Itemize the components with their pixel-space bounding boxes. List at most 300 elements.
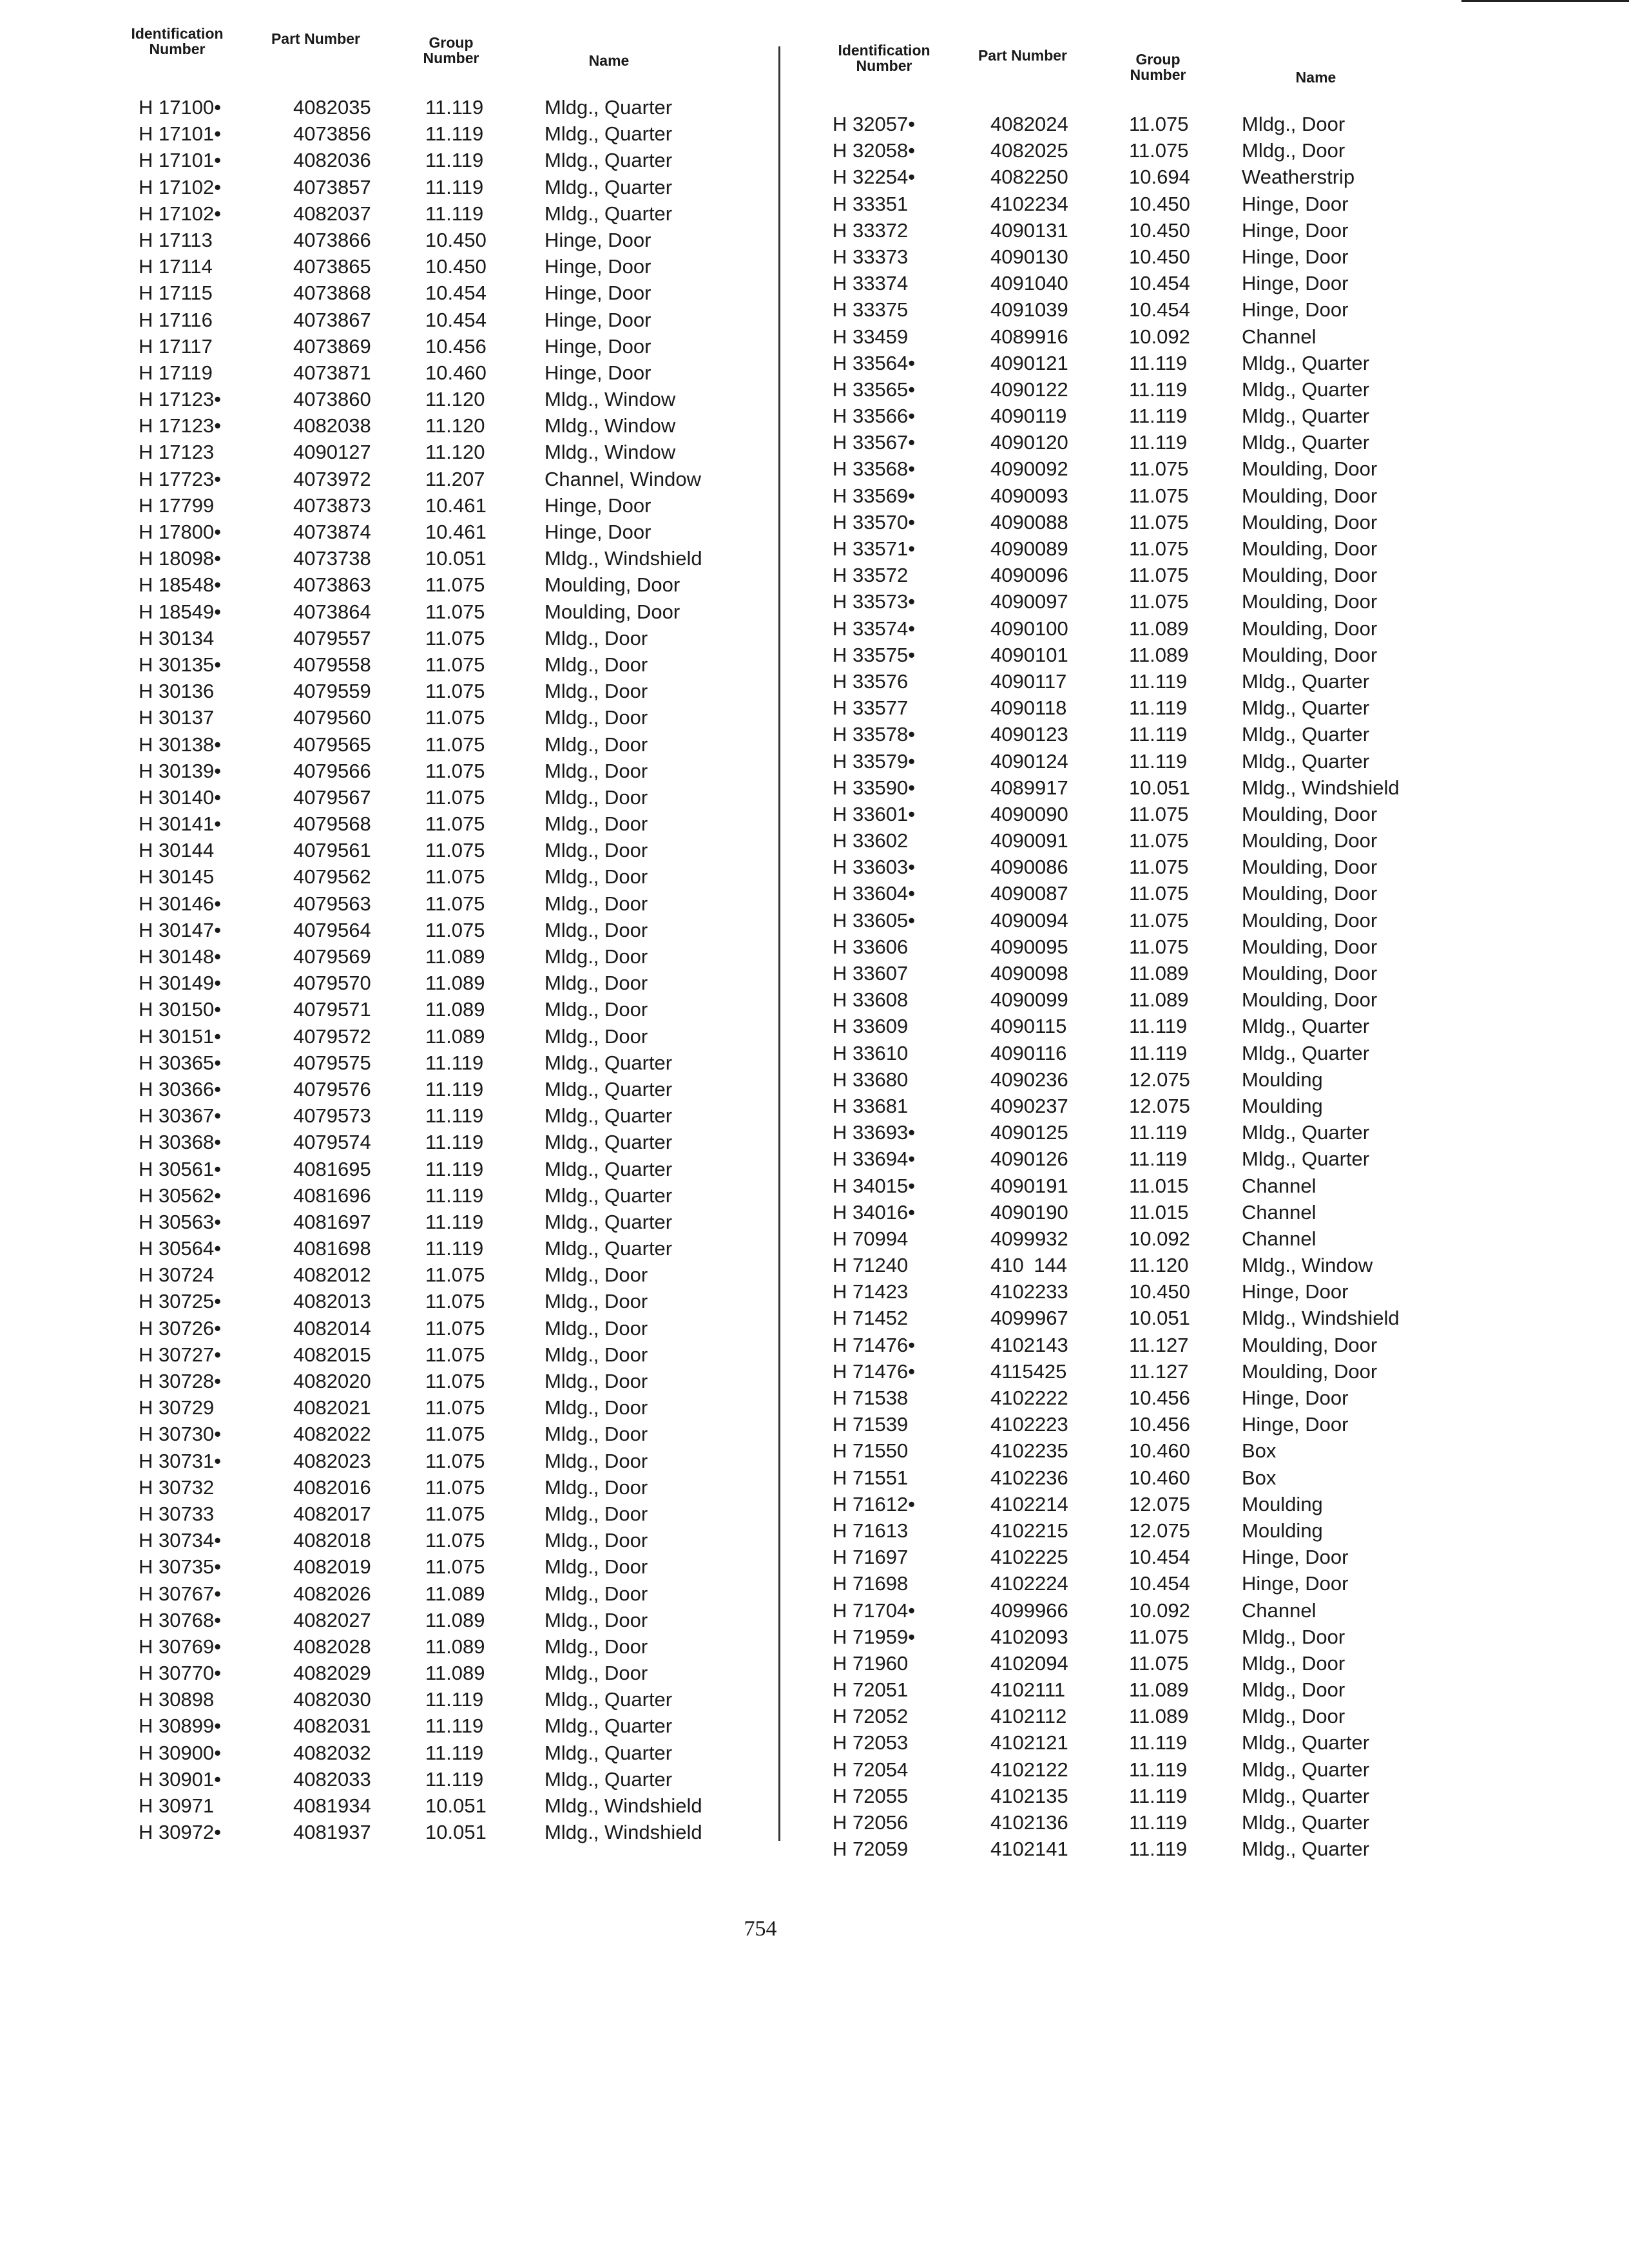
name-cell: Moulding bbox=[1242, 1492, 1323, 1515]
name-cell: Hinge, Door bbox=[545, 228, 651, 251]
identification-number-cell: H 30564• bbox=[139, 1237, 222, 1260]
part-number-cell: 4082022 bbox=[293, 1423, 371, 1446]
name-cell: Mldg., Quarter bbox=[1242, 723, 1370, 746]
table-row bbox=[106, 466, 738, 492]
identification-number-cell: H 17116 bbox=[139, 308, 213, 331]
part-number-cell: 4082029 bbox=[293, 1662, 371, 1685]
group-number-cell: 11.119 bbox=[425, 1157, 484, 1180]
table-row bbox=[106, 837, 738, 863]
table-row bbox=[813, 1119, 1458, 1146]
part-number-cell: 4102236 bbox=[990, 1466, 1068, 1489]
name-cell: Mldg., Door bbox=[545, 918, 648, 941]
part-number-cell: 4079569 bbox=[293, 945, 371, 968]
name-cell: Mldg., Door bbox=[545, 733, 648, 756]
name-cell: Hinge, Door bbox=[1242, 298, 1349, 322]
group-number-cell: 11.119 bbox=[1129, 749, 1188, 773]
name-cell: Mldg., Door bbox=[545, 1370, 648, 1392]
table-row bbox=[813, 668, 1458, 695]
name-cell: Box bbox=[1242, 1466, 1277, 1489]
group-number-cell: 10.051 bbox=[1129, 776, 1190, 799]
identification-number-cell: H 17101• bbox=[139, 122, 222, 146]
table-row bbox=[106, 863, 738, 890]
identification-number-cell: H 33564• bbox=[833, 351, 916, 374]
identification-number-cell: H 71539 bbox=[833, 1413, 909, 1436]
group-number-cell: 11.075 bbox=[1129, 908, 1189, 932]
name-cell: Moulding, Door bbox=[1242, 856, 1378, 879]
group-number-cell: 11.089 bbox=[1129, 643, 1189, 666]
name-cell: Moulding, Door bbox=[1242, 564, 1378, 587]
name-cell: Mldg., Quarter bbox=[1242, 378, 1370, 401]
identification-number-cell: H 30732 bbox=[139, 1475, 215, 1499]
table-row bbox=[813, 217, 1458, 244]
identification-number-cell: H 33569• bbox=[833, 484, 916, 507]
group-number-cell: 11.075 bbox=[425, 1264, 485, 1287]
part-number-cell: 4082017 bbox=[293, 1502, 371, 1525]
identification-number-cell: H 71240 bbox=[833, 1254, 909, 1277]
identification-number-cell: H 33602 bbox=[833, 829, 909, 852]
part-number-cell: 4082036 bbox=[293, 149, 371, 172]
part-number-cell: 4073869 bbox=[293, 334, 371, 358]
part-number-cell: 4090121 bbox=[990, 351, 1068, 374]
identification-number-cell: H 72052 bbox=[833, 1705, 909, 1728]
part-number-cell: 4102141 bbox=[990, 1838, 1068, 1861]
part-number-cell: 4079570 bbox=[293, 972, 371, 995]
name-cell: Mldg., Door bbox=[545, 785, 648, 809]
identification-number-cell: H 17799 bbox=[139, 494, 215, 517]
group-number-cell: 10.456 bbox=[1129, 1387, 1190, 1409]
identification-number-cell: H 33579• bbox=[833, 749, 916, 773]
header-group-number: Group Number bbox=[1130, 51, 1186, 83]
table-row bbox=[106, 1368, 738, 1394]
group-number-cell: 11.119 bbox=[425, 1237, 484, 1260]
identification-number-cell: H 33567• bbox=[833, 431, 916, 454]
table-row bbox=[106, 625, 738, 651]
right-column bbox=[813, 40, 1458, 1862]
part-number-cell: 4073972 bbox=[293, 467, 371, 490]
group-number-cell: 11.075 bbox=[425, 573, 485, 597]
table-row bbox=[813, 1225, 1458, 1252]
group-number-cell: 11.089 bbox=[1129, 988, 1189, 1012]
identification-number-cell: H 33573• bbox=[833, 590, 916, 613]
name-cell: Mldg., Door bbox=[545, 972, 648, 995]
name-cell: Moulding, Door bbox=[1242, 484, 1378, 507]
name-cell: Mldg., Door bbox=[545, 626, 648, 649]
identification-number-cell: H 30563• bbox=[139, 1210, 222, 1233]
group-number-cell: 11.119 bbox=[1129, 1148, 1188, 1171]
name-cell: Moulding, Door bbox=[1242, 882, 1378, 905]
table-row bbox=[813, 535, 1458, 562]
name-cell: Mldg., Quarter bbox=[545, 1184, 673, 1207]
name-cell: Mldg., Windshield bbox=[545, 1794, 702, 1817]
part-number-cell: 4082025 bbox=[990, 139, 1068, 162]
name-cell: Mldg., Door bbox=[545, 1024, 648, 1048]
name-cell: Mldg., Quarter bbox=[1242, 431, 1370, 454]
part-number-cell: 4090125 bbox=[990, 1121, 1068, 1144]
page-number: 754 bbox=[744, 1917, 777, 1941]
identification-number-cell: H 30150• bbox=[139, 998, 222, 1021]
group-number-cell: 10.092 bbox=[1129, 1599, 1190, 1622]
identification-number-cell: H 72059 bbox=[833, 1838, 909, 1861]
group-number-cell: 10.460 bbox=[1129, 1466, 1190, 1489]
name-cell: Mldg., Door bbox=[545, 1343, 648, 1366]
group-number-cell: 11.075 bbox=[1129, 856, 1189, 879]
group-number-cell: 11.119 bbox=[1129, 351, 1188, 374]
table-row bbox=[813, 1252, 1458, 1278]
group-number-cell: 10.461 bbox=[425, 494, 487, 517]
table-row bbox=[106, 1686, 738, 1713]
name-cell: Mldg., Door bbox=[1242, 1705, 1345, 1728]
group-number-cell: 10.051 bbox=[425, 1821, 487, 1844]
identification-number-cell: H 33693• bbox=[833, 1121, 916, 1144]
name-cell: Channel bbox=[1242, 1599, 1316, 1622]
table-row bbox=[813, 456, 1458, 482]
part-number-cell: 4090119 bbox=[990, 405, 1067, 428]
group-number-cell: 11.089 bbox=[425, 1608, 485, 1631]
identification-number-cell: H 33610 bbox=[833, 1041, 909, 1064]
group-number-cell: 10.450 bbox=[1129, 1280, 1190, 1303]
identification-number-cell: H 33605• bbox=[833, 908, 916, 932]
name-cell: Hinge, Door bbox=[1242, 218, 1349, 242]
name-cell: Hinge, Door bbox=[1242, 1546, 1349, 1569]
table-row bbox=[106, 280, 738, 306]
table-row bbox=[106, 1633, 738, 1660]
part-number-cell: 4090095 bbox=[990, 935, 1068, 958]
name-cell: Mldg., Door bbox=[1242, 139, 1345, 162]
name-cell: Moulding, Door bbox=[1242, 962, 1378, 985]
part-number-cell: 4079564 bbox=[293, 918, 371, 941]
name-cell: Hinge, Door bbox=[1242, 1280, 1349, 1303]
group-number-cell: 11.089 bbox=[1129, 617, 1189, 640]
identification-number-cell: H 71550 bbox=[833, 1439, 909, 1463]
part-number-cell: 4073871 bbox=[293, 361, 371, 384]
name-cell: Mldg., Door bbox=[545, 1555, 648, 1579]
part-number-cell: 4102121 bbox=[990, 1731, 1068, 1754]
table-row bbox=[106, 386, 738, 412]
group-number-cell: 10.454 bbox=[1129, 1572, 1190, 1595]
identification-number-cell: H 17723• bbox=[139, 467, 222, 490]
part-number-cell: 4090093 bbox=[990, 484, 1068, 507]
identification-number-cell: H 17119 bbox=[139, 361, 213, 384]
name-cell: Mldg., Quarter bbox=[1242, 405, 1370, 428]
table-row bbox=[813, 934, 1458, 960]
name-cell: Mldg., Quarter bbox=[1242, 1811, 1370, 1834]
table-row bbox=[106, 94, 738, 120]
part-number-cell: 4073874 bbox=[293, 521, 371, 543]
identification-number-cell: H 30728• bbox=[139, 1370, 222, 1392]
name-cell: Mldg., Quarter bbox=[545, 1741, 673, 1764]
group-number-cell: 11.119 bbox=[425, 1767, 484, 1791]
identification-number-cell: H 30138• bbox=[139, 733, 222, 756]
table-row bbox=[106, 200, 738, 227]
name-cell: Mldg., Door bbox=[545, 1264, 648, 1287]
table-row bbox=[106, 758, 738, 784]
table-row bbox=[106, 1581, 738, 1607]
part-number-cell: 4082019 bbox=[293, 1555, 371, 1579]
group-number-cell: 11.119 bbox=[1129, 1731, 1188, 1754]
part-number-cell: 4081934 bbox=[293, 1794, 371, 1817]
group-number-cell: 11.127 bbox=[1129, 1333, 1189, 1356]
part-number-cell: 4090130 bbox=[990, 245, 1068, 268]
table-row bbox=[106, 253, 738, 280]
part-number-cell: 4090122 bbox=[990, 378, 1068, 401]
group-number-cell: 10.454 bbox=[1129, 298, 1190, 322]
identification-number-cell: H 30149• bbox=[139, 972, 222, 995]
name-cell: Mldg., Door bbox=[545, 653, 648, 676]
identification-number-cell: H 30140• bbox=[139, 785, 222, 809]
identification-number-cell: H 30368• bbox=[139, 1131, 222, 1154]
part-number-cell: 4082037 bbox=[293, 202, 371, 225]
part-number-cell: 4115425 bbox=[990, 1360, 1067, 1383]
part-number-cell: 4082015 bbox=[293, 1343, 371, 1366]
table-row bbox=[106, 174, 738, 200]
table-row bbox=[813, 137, 1458, 164]
part-number-cell: 4089917 bbox=[990, 776, 1068, 799]
identification-number-cell: H 30898 bbox=[139, 1688, 215, 1711]
group-number-cell: 10.051 bbox=[425, 1794, 487, 1817]
identification-number-cell: H 33571• bbox=[833, 537, 916, 560]
identification-number-cell: H 34016• bbox=[833, 1200, 916, 1224]
right-header-row bbox=[813, 40, 1458, 111]
group-number-cell: 11.119 bbox=[425, 1077, 484, 1100]
identification-number-cell: H 71959• bbox=[833, 1625, 916, 1648]
name-cell: Moulding bbox=[1242, 1094, 1323, 1117]
name-cell: Hinge, Door bbox=[1242, 1413, 1349, 1436]
name-cell: Moulding, Door bbox=[1242, 988, 1378, 1012]
part-number-cell: 4079573 bbox=[293, 1104, 371, 1128]
group-number-cell: 11.075 bbox=[425, 1343, 485, 1366]
name-cell: Mldg., Quarter bbox=[1242, 1731, 1370, 1754]
part-number-cell: 4090092 bbox=[990, 457, 1068, 481]
name-cell: Mldg., Door bbox=[1242, 1651, 1345, 1675]
identification-number-cell: H 30769• bbox=[139, 1635, 222, 1658]
part-number-cell: 4082031 bbox=[293, 1715, 371, 1738]
group-number-cell: 11.075 bbox=[425, 865, 485, 889]
group-number-cell: 11.119 bbox=[1129, 405, 1188, 428]
group-number-cell: 11.119 bbox=[425, 96, 484, 119]
table-row bbox=[106, 1394, 738, 1421]
group-number-cell: 11.075 bbox=[425, 1370, 485, 1392]
name-cell: Mldg., Quarter bbox=[1242, 1148, 1370, 1171]
identification-number-cell: H 30145 bbox=[139, 865, 215, 889]
table-row bbox=[813, 296, 1458, 323]
part-number-cell: 4090124 bbox=[990, 749, 1068, 773]
name-cell: Mldg., Quarter bbox=[1242, 1121, 1370, 1144]
part-number-cell: 4102234 bbox=[990, 192, 1068, 215]
table-row bbox=[106, 651, 738, 678]
identification-number-cell: H 30144 bbox=[139, 839, 215, 862]
name-cell: Mldg., Window bbox=[1242, 1254, 1373, 1277]
name-cell: Mldg., Door bbox=[545, 1449, 648, 1472]
identification-number-cell: H 30135• bbox=[139, 653, 222, 676]
identification-number-cell: H 30768• bbox=[139, 1608, 222, 1631]
name-cell: Mldg., Door bbox=[545, 1502, 648, 1525]
name-cell: Moulding bbox=[1242, 1068, 1323, 1091]
name-cell: Mldg., Windshield bbox=[1242, 776, 1400, 799]
table-row bbox=[106, 704, 738, 731]
part-number-cell: 4102215 bbox=[990, 1519, 1068, 1542]
name-cell: Hinge, Door bbox=[1242, 245, 1349, 268]
part-number-cell: 4102214 bbox=[990, 1492, 1068, 1515]
group-number-cell: 11.089 bbox=[425, 1582, 485, 1605]
part-number-cell: 4102233 bbox=[990, 1280, 1068, 1303]
part-number-cell: 4090087 bbox=[990, 882, 1068, 905]
part-number-cell: 4091040 bbox=[990, 272, 1068, 295]
group-number-cell: 11.075 bbox=[425, 1475, 485, 1499]
group-number-cell: 10.460 bbox=[425, 361, 487, 384]
table-row bbox=[813, 748, 1458, 774]
group-number-cell: 11.075 bbox=[425, 759, 485, 782]
name-cell: Mldg., Quarter bbox=[545, 1688, 673, 1711]
identification-number-cell: H 33609 bbox=[833, 1015, 909, 1038]
table-row bbox=[813, 1491, 1458, 1517]
group-number-cell: 11.119 bbox=[1129, 1758, 1188, 1781]
table-row bbox=[106, 1421, 738, 1447]
group-number-cell: 10.450 bbox=[1129, 218, 1190, 242]
table-row bbox=[106, 1076, 738, 1102]
group-number-cell: 11.075 bbox=[425, 1449, 485, 1472]
table-row bbox=[813, 588, 1458, 615]
table-row bbox=[813, 1517, 1458, 1544]
identification-number-cell: H 33566• bbox=[833, 405, 916, 428]
identification-number-cell: H 33603• bbox=[833, 856, 916, 879]
group-number-cell: 11.119 bbox=[425, 1131, 484, 1154]
identification-number-cell: H 71960 bbox=[833, 1651, 909, 1675]
part-number-cell: 4073865 bbox=[293, 255, 371, 278]
group-number-cell: 11.075 bbox=[1129, 1625, 1189, 1648]
header-identification-number: Identification Number bbox=[131, 25, 224, 57]
group-number-cell: 11.207 bbox=[425, 467, 485, 490]
identification-number-cell: H 32057• bbox=[833, 113, 916, 135]
identification-number-cell: H 30725• bbox=[139, 1290, 222, 1313]
name-cell: Mldg., Door bbox=[545, 1635, 648, 1658]
right-table-body bbox=[813, 111, 1458, 1862]
table-row bbox=[813, 429, 1458, 456]
identification-number-cell: H 30148• bbox=[139, 945, 222, 968]
group-number-cell: 11.089 bbox=[425, 1662, 485, 1685]
group-number-cell: 11.119 bbox=[425, 202, 484, 225]
part-number-cell: 4102222 bbox=[990, 1387, 1068, 1409]
group-number-cell: 11.119 bbox=[425, 1741, 484, 1764]
identification-number-cell: H 32254• bbox=[833, 166, 916, 189]
name-cell: Mldg., Quarter bbox=[1242, 697, 1370, 720]
table-row bbox=[813, 1570, 1458, 1597]
identification-number-cell: H 33576 bbox=[833, 669, 909, 693]
name-cell: Mldg., Quarter bbox=[545, 175, 673, 198]
part-number-cell: 4090091 bbox=[990, 829, 1068, 852]
table-row bbox=[813, 483, 1458, 509]
identification-number-cell: H 30724 bbox=[139, 1264, 215, 1287]
name-cell: Moulding, Door bbox=[1242, 457, 1378, 481]
identification-number-cell: H 71551 bbox=[833, 1466, 909, 1489]
group-number-cell: 11.075 bbox=[425, 918, 485, 941]
name-cell: Mldg., Door bbox=[545, 1396, 648, 1419]
identification-number-cell: H 33565• bbox=[833, 378, 916, 401]
identification-number-cell: H 30733 bbox=[139, 1502, 215, 1525]
identification-number-cell: H 33680 bbox=[833, 1068, 909, 1091]
part-number-cell: 4082027 bbox=[293, 1608, 371, 1631]
group-number-cell: 11.119 bbox=[1129, 1015, 1188, 1038]
table-row bbox=[106, 1792, 738, 1819]
part-number-cell: 4090123 bbox=[990, 723, 1068, 746]
name-cell: Mldg., Quarter bbox=[545, 96, 673, 119]
group-number-cell: 11.075 bbox=[425, 785, 485, 809]
identification-number-cell: H 33375 bbox=[833, 298, 909, 322]
group-number-cell: 10.456 bbox=[425, 334, 487, 358]
identification-number-cell: H 30727• bbox=[139, 1343, 222, 1366]
name-cell: Hinge, Door bbox=[1242, 1572, 1349, 1595]
group-number-cell: 11.119 bbox=[1129, 431, 1188, 454]
name-cell: Mldg., Door bbox=[545, 680, 648, 703]
identification-number-cell: H 30900• bbox=[139, 1741, 222, 1764]
name-cell: Mldg., Door bbox=[545, 892, 648, 915]
part-number-cell: 4073866 bbox=[293, 228, 371, 251]
name-cell: Mldg., Windshield bbox=[545, 547, 702, 570]
name-cell: Hinge, Door bbox=[545, 255, 651, 278]
name-cell: Mldg., Quarter bbox=[545, 1157, 673, 1180]
group-number-cell: 10.450 bbox=[425, 228, 487, 251]
part-number-cell: 4090191 bbox=[990, 1174, 1068, 1197]
identification-number-cell: H 33577 bbox=[833, 697, 909, 720]
part-number-cell: 4090131 bbox=[990, 218, 1068, 242]
part-number-cell: 4090126 bbox=[990, 1148, 1068, 1171]
identification-number-cell: H 30561• bbox=[139, 1157, 222, 1180]
table-row bbox=[106, 1288, 738, 1314]
group-number-cell: 11.075 bbox=[425, 706, 485, 729]
table-row bbox=[813, 1358, 1458, 1385]
table-row bbox=[813, 1385, 1458, 1411]
group-number-cell: 10.450 bbox=[1129, 245, 1190, 268]
part-number-cell: 4073857 bbox=[293, 175, 371, 198]
identification-number-cell: H 18549• bbox=[139, 600, 222, 623]
name-cell: Mldg., Quarter bbox=[545, 1237, 673, 1260]
name-cell: Mldg., Quarter bbox=[545, 1767, 673, 1791]
table-row bbox=[813, 270, 1458, 296]
identification-number-cell: H 33607 bbox=[833, 962, 909, 985]
name-cell: Mldg., Quarter bbox=[1242, 749, 1370, 773]
part-number-cell: 4090190 bbox=[990, 1200, 1068, 1224]
identification-number-cell: H 33351 bbox=[833, 192, 909, 215]
part-number-cell: 4099932 bbox=[990, 1227, 1068, 1250]
table-row bbox=[813, 1040, 1458, 1066]
group-number-cell: 11.119 bbox=[1129, 378, 1188, 401]
table-row bbox=[813, 1677, 1458, 1703]
identification-number-cell: H 30562• bbox=[139, 1184, 222, 1207]
part-number-cell: 4090099 bbox=[990, 988, 1068, 1012]
name-cell: Mldg., Door bbox=[1242, 1678, 1345, 1702]
group-number-cell: 11.075 bbox=[1129, 113, 1189, 135]
identification-number-cell: H 71613 bbox=[833, 1519, 909, 1542]
header-name: Name bbox=[1295, 69, 1336, 86]
group-number-cell: 10.051 bbox=[425, 547, 487, 570]
table-row bbox=[106, 120, 738, 147]
name-cell: Mldg., Door bbox=[1242, 1625, 1345, 1648]
group-number-cell: 11.075 bbox=[1129, 802, 1189, 825]
part-number-cell: 4073867 bbox=[293, 308, 371, 331]
identification-number-cell: H 70994 bbox=[833, 1227, 909, 1250]
table-row bbox=[106, 1209, 738, 1235]
group-number-cell: 11.119 bbox=[425, 1184, 484, 1207]
identification-number-cell: H 33574• bbox=[833, 617, 916, 640]
name-cell: Mldg., Quarter bbox=[545, 1210, 673, 1233]
name-cell: Channel bbox=[1242, 1174, 1316, 1197]
group-number-cell: 11.120 bbox=[425, 388, 485, 411]
name-cell: Mldg., Quarter bbox=[1242, 1041, 1370, 1064]
table-row bbox=[813, 1836, 1458, 1862]
identification-number-cell: H 71476• bbox=[833, 1333, 916, 1356]
group-number-cell: 11.119 bbox=[1129, 1121, 1188, 1144]
name-cell: Channel bbox=[1242, 1227, 1316, 1250]
part-number-cell: 4102135 bbox=[990, 1784, 1068, 1807]
